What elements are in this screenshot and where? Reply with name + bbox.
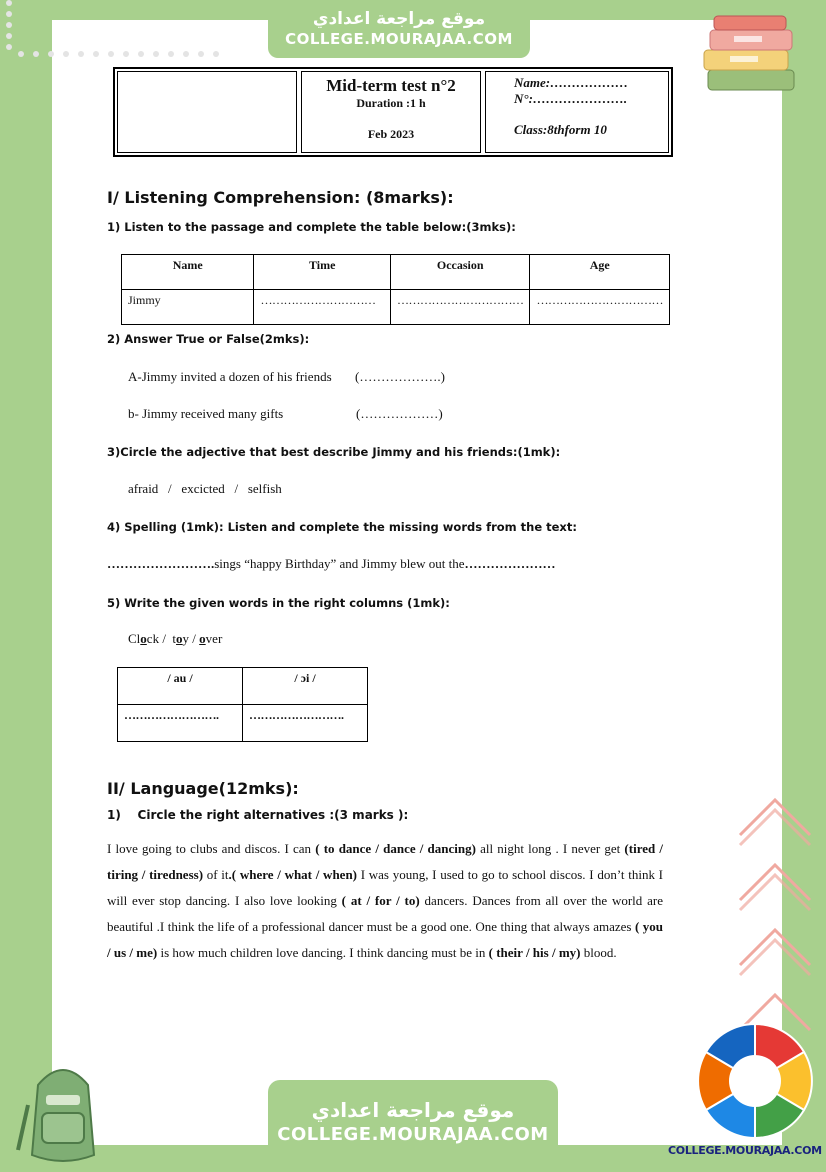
spelling-sentence xyxy=(107,556,555,572)
decorative-dots-left xyxy=(6,0,14,55)
alternative-choice[interactable]: ( to dance / dance / dancing) xyxy=(315,841,476,856)
col-occasion: Occasion xyxy=(390,255,530,290)
site-name-arabic: موقع مراجعة اعدادي xyxy=(311,1098,515,1122)
question-5: 5) Write the given words in the right columns (1mk): xyxy=(107,596,450,610)
col-name: Name xyxy=(122,255,254,290)
alternative-choice[interactable]: ( you / us / me) xyxy=(107,919,663,960)
subjects-wheel-icon xyxy=(696,1022,814,1145)
question-4: 4) Spelling (1mk): Listen and complete the missing words from the text: xyxy=(107,520,577,534)
col-time: Time xyxy=(254,255,391,290)
spelling-blank-1[interactable]: ……………………. xyxy=(107,556,215,571)
section2-title: II/ Language(12mks): xyxy=(107,779,299,798)
cell-occasion-blank[interactable]: …………………………… xyxy=(390,290,530,325)
cell-au-blank[interactable]: ……………………. xyxy=(118,705,243,742)
answer-blank-a[interactable]: (……………….) xyxy=(355,369,445,384)
paragraph-text: all night long . I never get xyxy=(475,841,625,856)
chevron-decoration-icon xyxy=(730,790,820,1045)
alternative-choice[interactable]: ( at / for / to) xyxy=(341,893,420,908)
spelling-blank-2[interactable]: ………………… xyxy=(464,556,556,571)
test-date: Feb 2023 xyxy=(367,127,415,141)
site-banner-top[interactable] xyxy=(268,0,530,58)
header-student-cell xyxy=(485,71,669,153)
site-domain: COLLEGE.MOURAJAA.COM xyxy=(277,1124,549,1145)
header-blank-cell xyxy=(117,71,297,153)
paragraph-text: dancers. Dances from all over the world are beautiful .I think the life of a professional dancer must be a good one. One thing that always amazes xyxy=(107,893,663,934)
paragraph-text: I love going to clubs and discos. I can xyxy=(107,841,316,856)
paragraph-text: is how much children love dancing. I think dancing must be in xyxy=(157,945,489,960)
decorative-dots-row xyxy=(18,44,248,50)
paragraph-text: I was young, I used to go to school discos. I don’t think I will ever stop dancing. I also love looking xyxy=(107,867,664,908)
exam-header xyxy=(113,67,673,157)
cell-age-blank[interactable]: …………………………… xyxy=(530,290,670,325)
table-row xyxy=(118,705,368,742)
answer-blank-b[interactable]: (………………) xyxy=(356,406,443,421)
question-1: 1) Listen to the passage and complete the table below:(3mks): xyxy=(107,220,516,234)
books-icon xyxy=(700,12,800,103)
site-name-arabic: موقع مراجعة اعدادي xyxy=(312,9,486,29)
corner-domain: COLLEGE.MOURAJAA.COM xyxy=(668,1144,822,1157)
col-oi: / ɔi / xyxy=(243,668,368,705)
table-header-row xyxy=(118,668,368,705)
question-2: 2) Answer True or False(2mks): xyxy=(107,332,310,346)
table-header-row xyxy=(122,255,670,290)
test-duration: Duration :1 h xyxy=(356,96,426,110)
backpack-icon xyxy=(8,1055,118,1172)
col-au: / au / xyxy=(118,668,243,705)
adjective-options[interactable]: afraid / excicted / selfish xyxy=(128,481,282,496)
class-label: Class:8thform 10 xyxy=(514,122,607,137)
alternative-choice[interactable]: ( their / his / my) xyxy=(488,945,581,960)
sound-table xyxy=(117,667,368,742)
cell-oi-blank[interactable]: ……………………. xyxy=(243,705,368,742)
paragraph-text: of it xyxy=(203,867,229,882)
site-banner-bottom[interactable] xyxy=(268,1080,558,1169)
spelling-text: sings “happy Birthday” and Jimmy blew out the xyxy=(214,556,465,571)
alternatives-paragraph[interactable] xyxy=(107,836,663,966)
col-age: Age xyxy=(530,255,670,290)
listening-table xyxy=(121,254,670,325)
alternative-choice[interactable]: .( where / what / when) xyxy=(228,867,358,882)
cell-name: Jimmy xyxy=(122,290,254,325)
statement-b: b- Jimmy received many gifts xyxy=(128,406,284,421)
header-title-cell xyxy=(301,71,481,153)
test-title: Mid-term test n°2 xyxy=(326,76,456,95)
alternative-choice[interactable]: (tired / tiring / tiredness) xyxy=(107,841,663,882)
number-field[interactable]: N°:…………………. xyxy=(514,91,628,106)
site-domain: COLLEGE.MOURAJAA.COM xyxy=(285,30,513,48)
statement-a: A-Jimmy invited a dozen of his friends xyxy=(128,369,332,384)
section1-title: I/ Listening Comprehension: (8marks): xyxy=(107,188,454,207)
question-3: 3)Circle the adjective that best describe Jimmy and his friends:(1mk): xyxy=(107,445,561,459)
language-question-1: 1) Circle the right alternatives :(3 marks ): xyxy=(107,808,409,822)
paragraph-text: blood. xyxy=(580,945,617,960)
name-field[interactable]: Name:……………… xyxy=(514,75,629,90)
word-list: Clock / toy / over xyxy=(128,631,223,646)
cell-time-blank[interactable]: ………………………… xyxy=(254,290,391,325)
table-row xyxy=(122,290,670,325)
